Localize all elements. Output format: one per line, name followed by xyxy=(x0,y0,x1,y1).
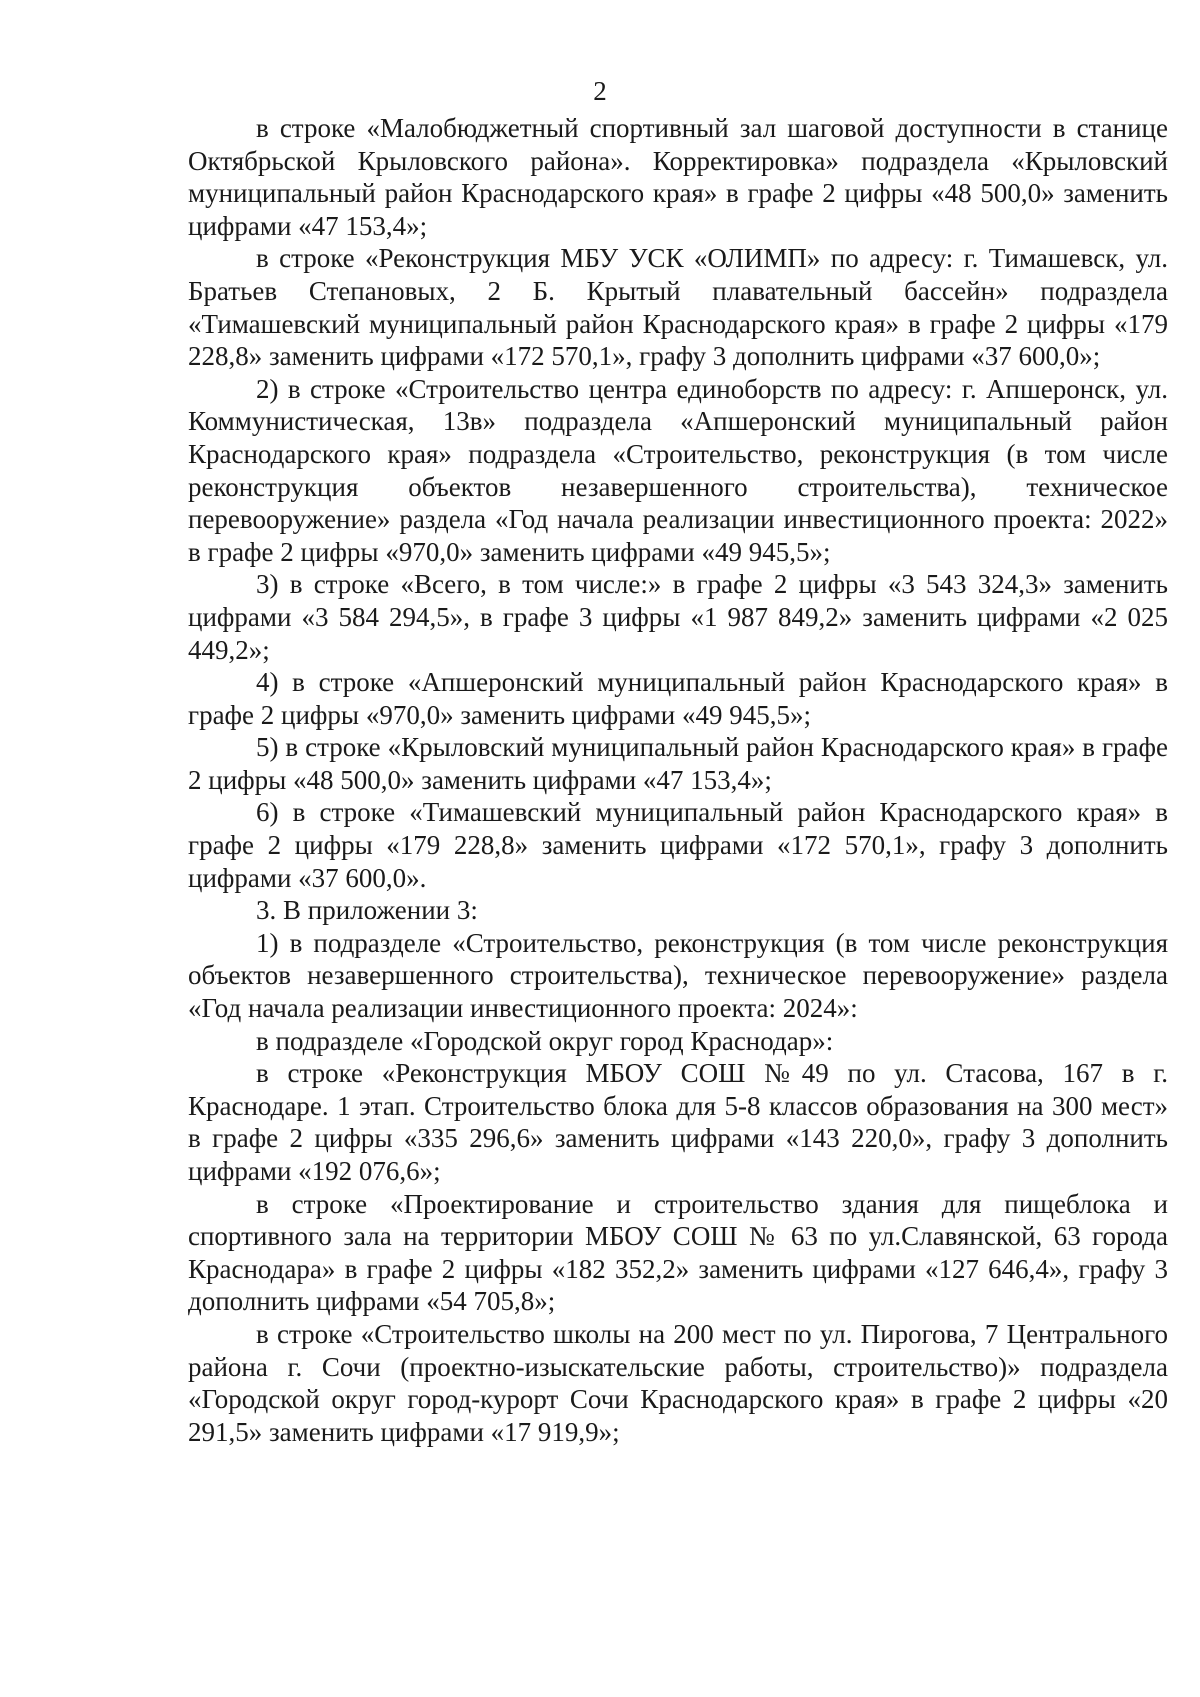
paragraph: в строке «Реконструкция МБУ УСК «ОЛИМП» по адресу: г. Тимашевск, ул. Братьев Степановых, 2 Б. Крытый плавательный бассейн» подраздела «Тимашевский муниципальный район Краснодарского края» в графе 2 цифры «179 228,8» заменить цифрами «172 570,1», графу 3 дополнить цифрами «37 600,0»; xyxy=(188,243,1168,372)
document-body xyxy=(188,112,1168,1448)
paragraph: 5) в строке «Крыловский муниципальный район Краснодарского края» в графе 2 цифры «48 500,0» заменить цифрами «47 153,4»; xyxy=(188,732,1168,795)
section-heading: 3. В приложении 3: xyxy=(256,895,478,926)
paragraph: в строке «Малобюджетный спортивный зал шаговой доступности в станице Октябрьской Крыловского района». Корректировка» подраздела «Крыловский муниципальный район Краснодарского края» в графе 2 цифры «48 500,0» заменить цифрами «47 153,4»; xyxy=(188,113,1168,241)
paragraph: 2) в строке «Строительство центра единоборств по адресу: г. Апшеронск, ул. Коммунистическая, 13в» подраздела «Апшеронский муниципальный район Краснодарского края» подраздела «Строительство, реконструкция (в том числе реконструкция объектов незавершенного строительства), техническое перевооружение» раздела «Год начала реализации инвестиционного проекта: 2022» в графе 2 цифры «970,0» заменить цифрами «49 945,5»; xyxy=(188,373,1168,567)
paragraph: 3) в строке «Всего, в том числе:» в графе 2 цифры «3 543 324,3» заменить цифрами «3 584 294,5», в графе 3 цифры «1 987 849,2» заменить цифрами «2 025 449,2»; xyxy=(188,569,1168,665)
paragraph: в подразделе «Городской округ город Краснодар»: xyxy=(256,1025,834,1056)
paragraph: 6) в строке «Тимашевский муниципальный район Краснодарского края» в графе 2 цифры «179 228,8» заменить цифрами «172 570,1», графу 3 дополнить цифрами «37 600,0». xyxy=(188,797,1168,893)
paragraph: в строке «Строительство школы на 200 мест по ул. Пирогова, 7 Центрального района г. Сочи (проектно-изыскательские работы, строительство)» подраздела «Городской округ город-курорт Сочи Краснодарского края» в графе 2 цифры «20 291,5» заменить цифрами «17 919,9»; xyxy=(188,1318,1168,1447)
paragraph: 4) в строке «Апшеронский муниципальный район Краснодарского края» в графе 2 цифры «970,0» заменить цифрами «49 945,5»; xyxy=(188,667,1168,730)
paragraph: в строке «Проектирование и строительство здания для пищеблока и спортивного зала на территории МБОУ СОШ № 63 по ул.Славянской, 63 города Краснодара» в графе 2 цифры «182 352,2» заменить цифрами «127 646,4», графу 3 дополнить цифрами «54 705,8»; xyxy=(188,1188,1168,1317)
paragraph: 1) в подразделе «Строительство, реконструкция (в том числе реконструкция объектов незавершенного строительства), техническое перевооружение» раздела «Год начала реализации инвестиционного проекта: 2024»: xyxy=(188,927,1168,1024)
page-number: 2 xyxy=(593,76,607,106)
paragraph: в строке «Реконструкция МБОУ СОШ №49 по ул. Стасова, 167 в г. Краснодаре. 1 этап. Строительство блока для 5-8 классов образования на 300 мест» в графе 2 цифры «335 296,6» заменить цифрами «143 220,0», графу 3 дополнить цифрами «192 076,6»; xyxy=(188,1058,1168,1186)
